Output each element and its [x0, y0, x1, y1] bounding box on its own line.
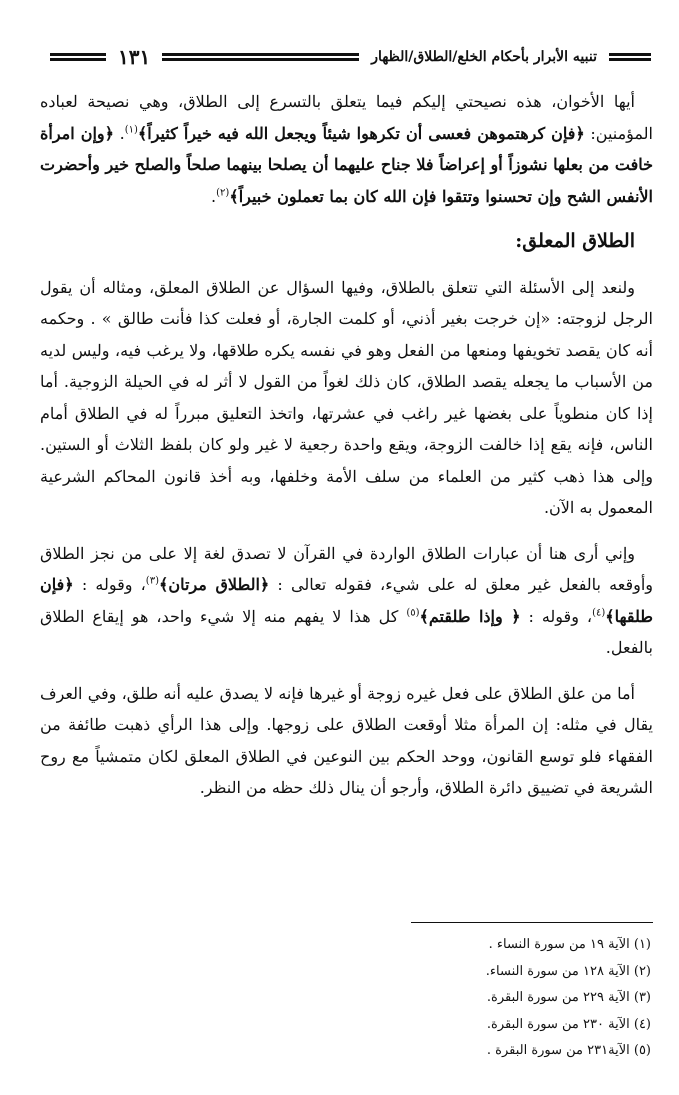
- paragraph-conclusion: أما من علق الطلاق على فعل غيره زوجة أو غيرها فإنه لا يصدق عليه أنه طلق، وفي العرف يقال في مثله: إن المرأة مثلا أوقعت الطلاق على زوجها. وإلى هذا الرأي ذهبت طائفة من الفقهاء فلو توسع القانون، ووحد الحكم بين النوعين في الطلاق المعلق لكان متمشياً مع روح الشريعة في تضييق دائرة الطلاق، وأرجو أن ينال ذلك حظه من النظر.: [40, 683, 653, 797]
- footnote-ref: (٢): [216, 187, 230, 199]
- paragraph-quran-terms: [40, 538, 653, 664]
- footnote-separator: [411, 922, 653, 923]
- quran-quote: ﴿فإن طلقها﴾: [40, 575, 654, 626]
- paragraph-text: كل هذا لا يفهم منه إلا شيء واحد، هو إيقاع الطلاق بالفعل.: [40, 606, 653, 657]
- footnote: (٤) الآية ٢٣٠ من سورة البقرة.: [486, 1016, 651, 1032]
- quran-quote: ﴿ وإذا طلقتم﴾: [419, 606, 521, 626]
- quran-quote: ﴿وإن امرأة خافت من بعلها نشوزاً أو إعراضاً فلا جناح عليهما أن يصلحا بينهما صلحاً والصلح خير وأحضرت الأنفس الشح وإن تحسنوا وتتقوا فإن الله كان بما تعملون خبيراً﴾: [40, 123, 653, 206]
- paragraph-text: أيها الأخوان، هذه نصيحتي إليكم فيما يتعلق بالتسرع إلى الطلاق، وهي نصيحة لعباده المؤمنين:: [40, 92, 653, 143]
- footnote-ref: (٤): [592, 607, 606, 619]
- paragraph-advice: أيها الأخوان، هذه نصيحتي إليكم فيما يتعلق بالتسرع إلى الطلاق، وهي نصيحة لعباده المؤمنين: ﴿فإن كرهتموهن فعسى أن تكرهوا شيئاً ويجعل الله فيه خيراً كثيراً﴾$^{(١)}$. ﴿وإن امرأة خافت من بعلها نشوزاً أو إعراضاً فلا جناح عليهما أن يصلحا بينهما صلحاً والصلح خير وأحضرت الأنفس الشح وإن تحسنوا وتتقوا فإن الله كان بما تعملون خبيراً﴾$^{(٢)}$.: [40, 92, 653, 206]
- quran-quote: ﴿فإن كرهتموهن فعسى أن تكرهوا شيئاً ويجعل الله فيه خيراً كثيراً﴾: [137, 123, 585, 143]
- quran-quote: ﴿الطلاق مرتان﴾: [158, 575, 270, 594]
- paragraph-text: ، وقوله :: [73, 575, 146, 594]
- header-ornament-middle: [162, 53, 359, 61]
- running-title: تنبيه الأبرار بأحكام الخلع/الطلاق/الظهار: [371, 49, 597, 65]
- paragraph-text: ، وقوله :: [520, 606, 593, 626]
- paragraph-text: وإني أرى هنا أن عبارات الطلاق الواردة في القرآن لا تصدق لغة إلا على من نجز الطلاق وأوقعه بالفعل غير معلق له على شيء، فقوله تعالى :: [40, 543, 653, 594]
- page-number: ١٣١: [118, 45, 151, 69]
- page-body: [40, 86, 653, 818]
- header-ornament-left: [50, 53, 106, 61]
- footnotes: [40, 932, 651, 1065]
- footnote: (١) الآية ١٩ من سورة النساء .: [488, 937, 651, 952]
- footnote: (٣) الآية ٢٢٩ من سورة البقرة.: [486, 990, 651, 1005]
- footnote: (٥) الآية٢٣١ من سورة البقرة .: [486, 1043, 651, 1058]
- header-ornament-right: [609, 53, 651, 61]
- footnote: (٢) الآية ١٢٨ من سورة النساء.: [485, 963, 651, 979]
- footnote-ref: (٣): [145, 575, 159, 587]
- page-header: [50, 40, 651, 74]
- paragraph-conditional-divorce: ولنعد إلى الأسئلة التي تتعلق بالطلاق، وفيها السؤال عن الطلاق المعلق، ومثاله أن يقول الرجل لزوجته: «إن خرجت بغير أذني، أو كلمت الجارة، أو فعلت كذا فأنت طالق » . وحكمه أنه كان يقصد تخويفها ومنعها من الفعل وهو في نفسه يكره طلاقها، ولا يرغب فيه، وليس لديه من الأسباب ما يجعله يقصد الطلاق، كان ذلك لغواً من القول لا أثر له في الحيلة الزوجية. أما إذا كان منطوياً على بغضها غير راغب في عشرتها، واتخذ التعليق مبرراً له في الطلاق أمام الناس، فإنه يقع إذا خالفت الزوجة، ويقع واحدة رجعية لا غير ولو كان بلفظ الثلاث أو الستين. وإلى هذا ذهب كثير من العلماء من سلف الأمة وخلفها، وبه أخذ قانون المحاكم الشرعية المعمول به الآن.: [40, 277, 653, 517]
- footnote-ref: (١): [124, 124, 138, 136]
- section-heading: الطلاق المعلق:: [515, 230, 635, 252]
- footnote-ref: (٥): [406, 607, 420, 619]
